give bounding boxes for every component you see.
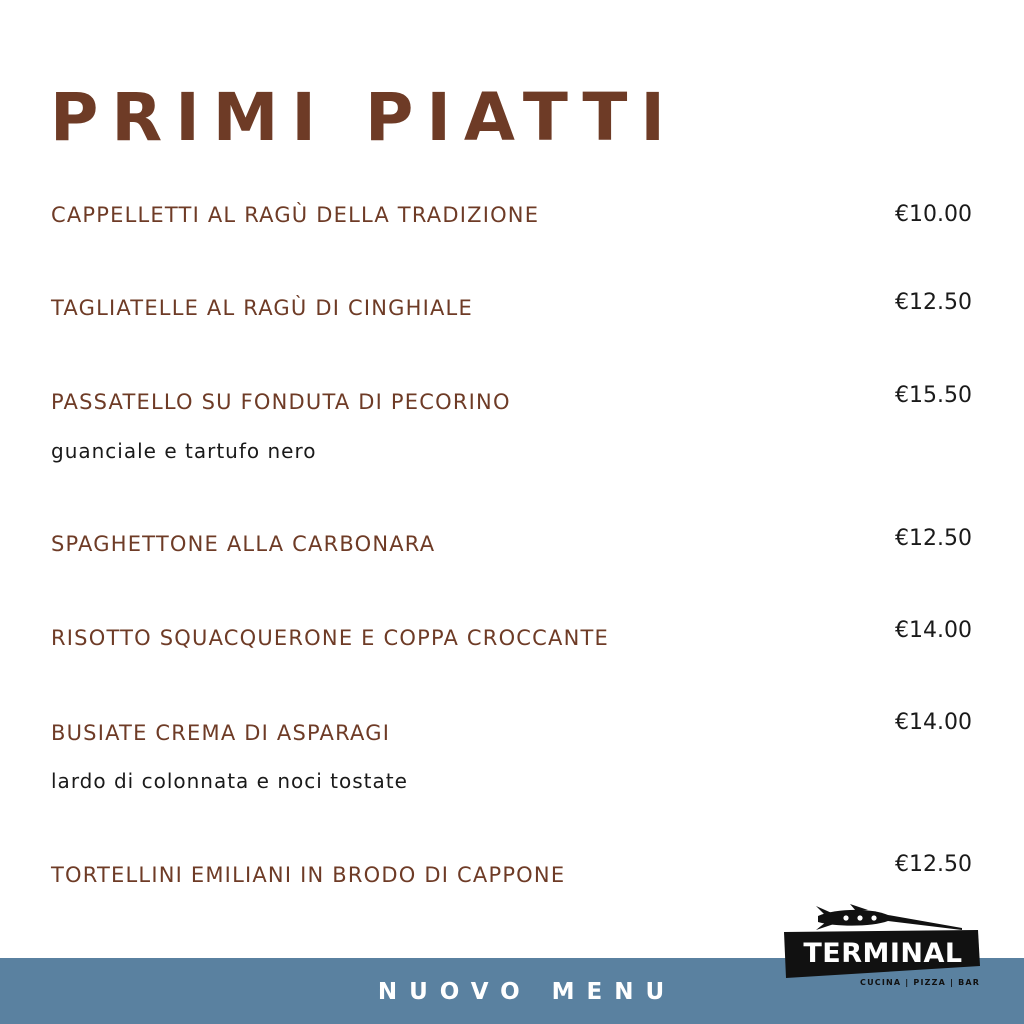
menu-item-price: €12.50 xyxy=(895,526,972,551)
menu-item-price: €14.00 xyxy=(895,618,972,643)
menu-item-name: PASSATELLO SU FONDUTA DI PECORINO xyxy=(51,390,511,414)
menu-item-name: RISOTTO SQUACQUERONE E COPPA CROCCANTE xyxy=(51,626,610,650)
menu-item-description: guanciale e tartufo nero xyxy=(51,439,317,463)
menu-item-name: TORTELLINI EMILIANI IN BRODO DI CAPPONE xyxy=(51,863,566,887)
menu-item-name: TAGLIATELLE AL RAGÙ DI CINGHIALE xyxy=(51,296,473,320)
logo-tagline: CUCINA | PIZZA | BAR xyxy=(860,978,981,987)
menu-item-price: €12.50 xyxy=(895,852,972,877)
menu-item-name: SPAGHETTONE ALLA CARBONARA xyxy=(51,532,436,556)
menu-item-price: €14.00 xyxy=(895,710,972,735)
page-title: PRIMI PIATTI xyxy=(50,79,678,156)
menu-item-name: CAPPELLETTI AL RAGÙ DELLA TRADIZIONE xyxy=(51,203,540,227)
menu-item-price: €15.50 xyxy=(895,383,972,408)
menu-item-name: BUSIATE CREMA DI ASPARAGI xyxy=(51,721,391,745)
terminal-logo xyxy=(776,902,986,998)
logo-wordmark: TERMINAL xyxy=(803,938,963,969)
menu-item-price: €10.00 xyxy=(895,202,972,227)
menu-item-description: lardo di colonnata e noci tostate xyxy=(51,769,408,793)
menu-item-price: €12.50 xyxy=(895,290,972,315)
footer-label: NUOVO MENU xyxy=(377,979,677,1005)
